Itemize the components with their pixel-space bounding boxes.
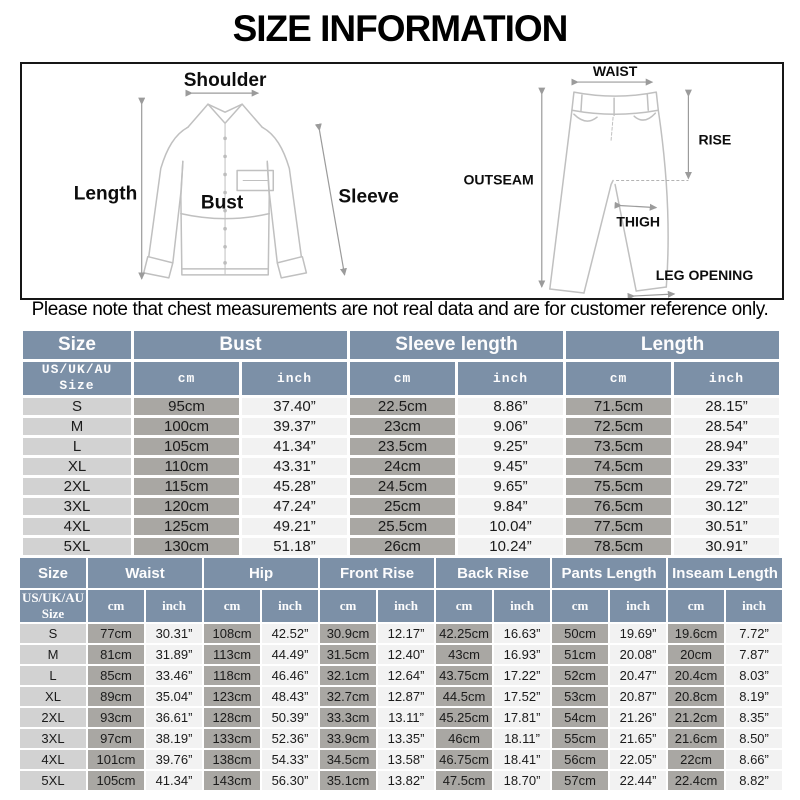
- table-row: [23, 498, 779, 515]
- inch-value-cell: 42.52”: [262, 624, 318, 643]
- inch-value-cell: 16.93”: [494, 645, 550, 664]
- size-cell: 5XL: [23, 538, 131, 555]
- outseam-label: OUTSEAM: [463, 171, 534, 188]
- cm-value-cell: 78.5cm: [566, 538, 671, 555]
- inch-value-cell: 8.82”: [726, 771, 782, 790]
- cm-value-cell: 93cm: [88, 708, 144, 727]
- cm-value-cell: 26cm: [350, 538, 455, 555]
- cm-value-cell: 105cm: [88, 771, 144, 790]
- inch-value-cell: 30.12”: [674, 498, 779, 515]
- shoulder-label: Shoulder: [183, 70, 267, 92]
- inch-value-cell: 41.34”: [242, 438, 347, 455]
- inch-value-cell: 13.35”: [378, 729, 434, 748]
- cm-value-cell: 123cm: [204, 687, 260, 706]
- size-standard-header: US/UK/AU Size: [21, 590, 85, 621]
- inch-header: inch: [674, 362, 779, 395]
- inch-value-cell: 8.66”: [726, 750, 782, 769]
- inch-value-cell: 18.11”: [494, 729, 550, 748]
- cm-value-cell: 20.4cm: [668, 666, 724, 685]
- table-row: [20, 624, 782, 643]
- cm-value-cell: 101cm: [88, 750, 144, 769]
- inseam-length-group-header: Inseam Length: [668, 558, 782, 588]
- pants-diagram: [402, 64, 782, 298]
- leg-opening-label: LEG OPENING: [655, 266, 754, 283]
- cm-value-cell: 105cm: [134, 438, 239, 455]
- pants-outline-icon: [550, 92, 668, 293]
- size-cell: 3XL: [20, 729, 86, 748]
- table-row: [23, 478, 779, 495]
- inch-value-cell: 8.03”: [726, 666, 782, 685]
- cm-value-cell: 72.5cm: [566, 418, 671, 435]
- cm-value-cell: 115cm: [134, 478, 239, 495]
- cm-value-cell: 43.75cm: [436, 666, 492, 685]
- cm-value-cell: 110cm: [134, 458, 239, 475]
- waist-group-header: Waist: [88, 558, 202, 588]
- inch-value-cell: 51.18”: [242, 538, 347, 555]
- cm-value-cell: 125cm: [134, 518, 239, 535]
- cm-value-cell: 42.25cm: [436, 624, 492, 643]
- cm-header: cm: [668, 590, 724, 622]
- inch-value-cell: 47.24”: [242, 498, 347, 515]
- size-cell: S: [20, 624, 86, 643]
- reference-note: Please note that chest measurements are not real data and are for customer reference only.: [31, 299, 769, 320]
- cm-value-cell: 77cm: [88, 624, 144, 643]
- size-cell: 4XL: [20, 750, 86, 769]
- cm-value-cell: 77.5cm: [566, 518, 671, 535]
- cm-value-cell: 22cm: [668, 750, 724, 769]
- table-row: [23, 438, 779, 455]
- cm-value-cell: 55cm: [552, 729, 608, 748]
- cm-value-cell: 73.5cm: [566, 438, 671, 455]
- inch-header: inch: [610, 590, 666, 622]
- inch-value-cell: 46.46”: [262, 666, 318, 685]
- inch-value-cell: 33.46”: [146, 666, 202, 685]
- cm-value-cell: 47.5cm: [436, 771, 492, 790]
- size-cell: XL: [20, 687, 86, 706]
- inch-value-cell: 13.82”: [378, 771, 434, 790]
- inch-value-cell: 17.81”: [494, 708, 550, 727]
- cm-value-cell: 46cm: [436, 729, 492, 748]
- inch-value-cell: 17.22”: [494, 666, 550, 685]
- cm-value-cell: 31.5cm: [320, 645, 376, 664]
- cm-value-cell: 50cm: [552, 624, 608, 643]
- inch-value-cell: 41.34”: [146, 771, 202, 790]
- table-row: [20, 687, 782, 706]
- cm-value-cell: 113cm: [204, 645, 260, 664]
- cm-value-cell: 133cm: [204, 729, 260, 748]
- inch-header: inch: [458, 362, 563, 395]
- back-rise-group-header: Back Rise: [436, 558, 550, 588]
- inch-value-cell: 29.33”: [674, 458, 779, 475]
- cm-value-cell: 54cm: [552, 708, 608, 727]
- length-label: Length: [73, 183, 138, 205]
- front-rise-group-header: Front Rise: [320, 558, 434, 588]
- inch-value-cell: 28.94”: [674, 438, 779, 455]
- size-cell: 3XL: [23, 498, 131, 515]
- inch-value-cell: 31.89”: [146, 645, 202, 664]
- cm-value-cell: 130cm: [134, 538, 239, 555]
- inch-value-cell: 19.69”: [610, 624, 666, 643]
- cm-value-cell: 75.5cm: [566, 478, 671, 495]
- inch-value-cell: 54.33”: [262, 750, 318, 769]
- cm-value-cell: 44.5cm: [436, 687, 492, 706]
- corner-header: Size: [23, 331, 131, 359]
- inch-value-cell: 36.61”: [146, 708, 202, 727]
- pants-table-group-header: [20, 558, 782, 588]
- table-row: [20, 729, 782, 748]
- cm-value-cell: 22.4cm: [668, 771, 724, 790]
- inch-value-cell: 22.05”: [610, 750, 666, 769]
- inch-value-cell: 43.31”: [242, 458, 347, 475]
- inch-value-cell: 21.65”: [610, 729, 666, 748]
- cm-value-cell: 53cm: [552, 687, 608, 706]
- cm-value-cell: 57cm: [552, 771, 608, 790]
- cm-value-cell: 118cm: [204, 666, 260, 685]
- cm-value-cell: 20.8cm: [668, 687, 724, 706]
- corner-header: Size: [20, 558, 86, 588]
- inch-value-cell: 10.04”: [458, 518, 563, 535]
- inch-value-cell: 8.50”: [726, 729, 782, 748]
- pants-length-group-header: Pants Length: [552, 558, 666, 588]
- cm-value-cell: 32.7cm: [320, 687, 376, 706]
- inch-value-cell: 7.72”: [726, 624, 782, 643]
- cm-value-cell: 76.5cm: [566, 498, 671, 515]
- inch-value-cell: 9.65”: [458, 478, 563, 495]
- table-row: [23, 538, 779, 555]
- table-row: [20, 645, 782, 664]
- measurement-diagram-box: [20, 62, 784, 300]
- cm-value-cell: 120cm: [134, 498, 239, 515]
- size-cell: 2XL: [20, 708, 86, 727]
- pants-table-unit-header: [20, 590, 782, 622]
- page-title: SIZE INFORMATION: [232, 8, 568, 49]
- inch-value-cell: 52.36”: [262, 729, 318, 748]
- inch-header: inch: [262, 590, 318, 622]
- shirt-table-group-header: [23, 331, 779, 359]
- sleeve-label: Sleeve: [338, 186, 399, 208]
- inch-value-cell: 12.17”: [378, 624, 434, 643]
- inch-value-cell: 39.37”: [242, 418, 347, 435]
- inch-value-cell: 29.72”: [674, 478, 779, 495]
- table-row: [23, 518, 779, 535]
- inch-value-cell: 9.45”: [458, 458, 563, 475]
- inch-value-cell: 48.43”: [262, 687, 318, 706]
- inch-value-cell: 13.11”: [378, 708, 434, 727]
- cm-value-cell: 35.1cm: [320, 771, 376, 790]
- table-row: [20, 708, 782, 727]
- cm-value-cell: 25cm: [350, 498, 455, 515]
- cm-header: cm: [320, 590, 376, 622]
- inch-value-cell: 18.41”: [494, 750, 550, 769]
- size-cell: XL: [23, 458, 131, 475]
- cm-value-cell: 138cm: [204, 750, 260, 769]
- cm-value-cell: 97cm: [88, 729, 144, 748]
- inch-value-cell: 12.87”: [378, 687, 434, 706]
- cm-header: cm: [204, 590, 260, 622]
- inch-value-cell: 39.76”: [146, 750, 202, 769]
- inch-value-cell: 30.91”: [674, 538, 779, 555]
- cm-header: cm: [566, 362, 671, 395]
- cm-value-cell: 43cm: [436, 645, 492, 664]
- inch-value-cell: 37.40”: [242, 398, 347, 415]
- inch-header: inch: [494, 590, 550, 622]
- inch-value-cell: 9.84”: [458, 498, 563, 515]
- cm-value-cell: 95cm: [134, 398, 239, 415]
- cm-header: cm: [552, 590, 608, 622]
- bust-group-header: Bust: [134, 331, 347, 359]
- inch-header: inch: [146, 590, 202, 622]
- cm-value-cell: 21.6cm: [668, 729, 724, 748]
- cm-header: cm: [88, 590, 144, 622]
- cm-value-cell: 25.5cm: [350, 518, 455, 535]
- cm-value-cell: 22.5cm: [350, 398, 455, 415]
- cm-value-cell: 108cm: [204, 624, 260, 643]
- cm-value-cell: 85cm: [88, 666, 144, 685]
- inch-value-cell: 28.54”: [674, 418, 779, 435]
- size-cell: S: [23, 398, 131, 415]
- cm-value-cell: 56cm: [552, 750, 608, 769]
- cm-value-cell: 32.1cm: [320, 666, 376, 685]
- pants-size-table: [18, 556, 784, 792]
- rise-label: RISE: [698, 131, 732, 148]
- cm-value-cell: 100cm: [134, 418, 239, 435]
- inch-value-cell: 56.30”: [262, 771, 318, 790]
- inch-value-cell: 30.51”: [674, 518, 779, 535]
- size-cell: 2XL: [23, 478, 131, 495]
- inch-value-cell: 16.63”: [494, 624, 550, 643]
- inch-value-cell: 28.15”: [674, 398, 779, 415]
- inch-value-cell: 22.44”: [610, 771, 666, 790]
- inch-value-cell: 20.47”: [610, 666, 666, 685]
- inch-value-cell: 45.28”: [242, 478, 347, 495]
- cm-value-cell: 128cm: [204, 708, 260, 727]
- inch-value-cell: 8.19”: [726, 687, 782, 706]
- cm-header: cm: [436, 590, 492, 622]
- cm-value-cell: 81cm: [88, 645, 144, 664]
- inch-value-cell: 20.87”: [610, 687, 666, 706]
- cm-value-cell: 89cm: [88, 687, 144, 706]
- inch-value-cell: 7.87”: [726, 645, 782, 664]
- inch-value-cell: 8.35”: [726, 708, 782, 727]
- table-row: [20, 750, 782, 769]
- cm-value-cell: 19.6cm: [668, 624, 724, 643]
- cm-value-cell: 45.25cm: [436, 708, 492, 727]
- inch-header: inch: [242, 362, 347, 395]
- inch-value-cell: 49.21”: [242, 518, 347, 535]
- inch-value-cell: 30.31”: [146, 624, 202, 643]
- table-row: [23, 458, 779, 475]
- cm-value-cell: 143cm: [204, 771, 260, 790]
- inch-value-cell: 12.40”: [378, 645, 434, 664]
- inch-value-cell: 44.49”: [262, 645, 318, 664]
- size-cell: M: [20, 645, 86, 664]
- cm-value-cell: 24cm: [350, 458, 455, 475]
- size-standard-header: US/UK/AU Size: [23, 362, 131, 395]
- inch-header: inch: [726, 590, 782, 622]
- cm-value-cell: 74.5cm: [566, 458, 671, 475]
- length-group-header: Length: [566, 331, 779, 359]
- cm-value-cell: 21.2cm: [668, 708, 724, 727]
- table-row: [23, 418, 779, 435]
- shirt-table-unit-header: [23, 362, 779, 395]
- size-cell: 5XL: [20, 771, 86, 790]
- cm-value-cell: 23.5cm: [350, 438, 455, 455]
- cm-value-cell: 24.5cm: [350, 478, 455, 495]
- sleeve-length-group-header: Sleeve length: [350, 331, 563, 359]
- cm-value-cell: 20cm: [668, 645, 724, 664]
- cm-value-cell: 30.9cm: [320, 624, 376, 643]
- cm-value-cell: 34.5cm: [320, 750, 376, 769]
- cm-value-cell: 71.5cm: [566, 398, 671, 415]
- size-cell: L: [20, 666, 86, 685]
- shirt-dimension-arrows: [142, 93, 345, 279]
- inch-header: inch: [378, 590, 434, 622]
- waist-label: WAIST: [592, 64, 638, 80]
- inch-value-cell: 8.86”: [458, 398, 563, 415]
- cm-value-cell: 51cm: [552, 645, 608, 664]
- inch-value-cell: 35.04”: [146, 687, 202, 706]
- size-cell: 4XL: [23, 518, 131, 535]
- inch-value-cell: 50.39”: [262, 708, 318, 727]
- inch-value-cell: 20.08”: [610, 645, 666, 664]
- cm-value-cell: 52cm: [552, 666, 608, 685]
- table-row: [20, 771, 782, 790]
- inch-value-cell: 9.25”: [458, 438, 563, 455]
- shirt-size-table: [20, 328, 782, 558]
- size-cell: M: [23, 418, 131, 435]
- cm-value-cell: 46.75cm: [436, 750, 492, 769]
- hip-group-header: Hip: [204, 558, 318, 588]
- inch-value-cell: 9.06”: [458, 418, 563, 435]
- shirt-diagram: [22, 64, 402, 298]
- table-row: [20, 666, 782, 685]
- thigh-label: THIGH: [616, 213, 661, 230]
- inch-value-cell: 10.24”: [458, 538, 563, 555]
- size-cell: L: [23, 438, 131, 455]
- cm-value-cell: 33.3cm: [320, 708, 376, 727]
- inch-value-cell: 21.26”: [610, 708, 666, 727]
- cm-header: cm: [350, 362, 455, 395]
- cm-header: cm: [134, 362, 239, 395]
- cm-value-cell: 33.9cm: [320, 729, 376, 748]
- table-row: [23, 398, 779, 415]
- bust-label: Bust: [200, 192, 244, 214]
- inch-value-cell: 17.52”: [494, 687, 550, 706]
- inch-value-cell: 13.58”: [378, 750, 434, 769]
- inch-value-cell: 38.19”: [146, 729, 202, 748]
- inch-value-cell: 18.70”: [494, 771, 550, 790]
- inch-value-cell: 12.64”: [378, 666, 434, 685]
- cm-value-cell: 23cm: [350, 418, 455, 435]
